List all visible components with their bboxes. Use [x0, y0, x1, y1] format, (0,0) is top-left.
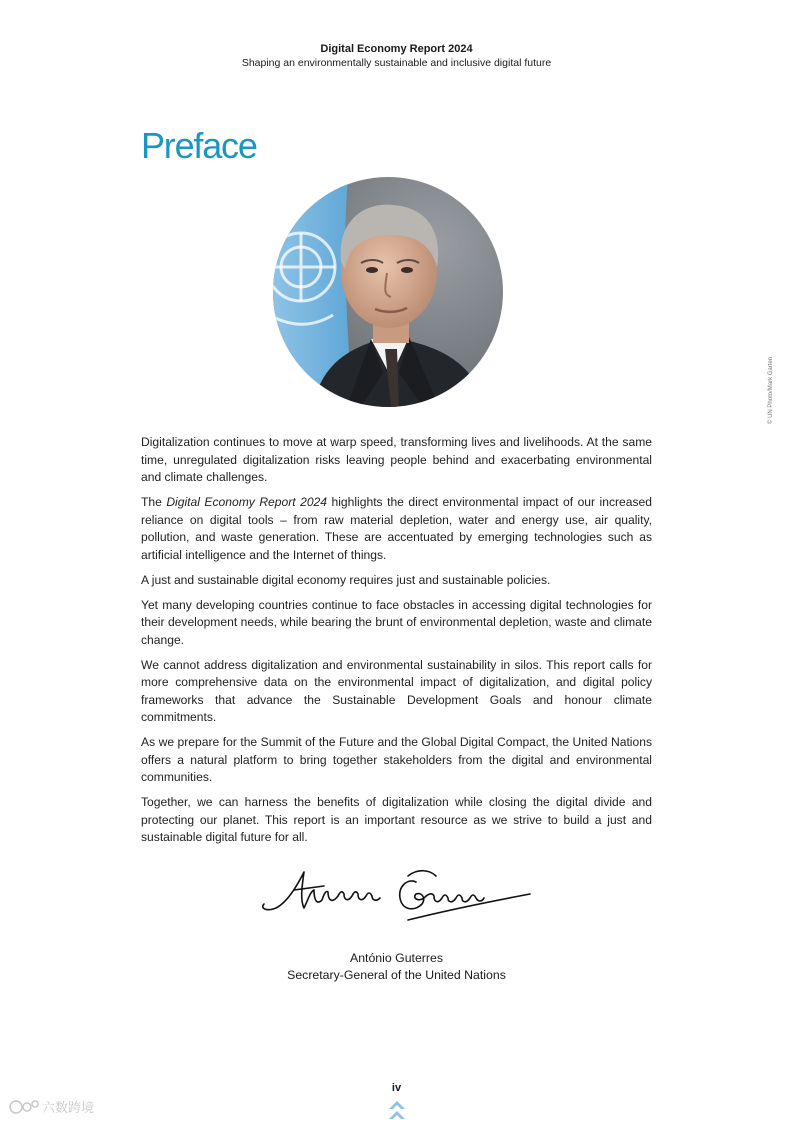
chevron-up-icon[interactable] — [387, 1099, 407, 1121]
signature-image — [258, 864, 538, 924]
paragraph: Yet many developing countries continue to face obstacles in accessing digital technologies for their development needs, while bearing the brunt of environmental depletion, waste and climate change. — [141, 597, 652, 647]
watermark-logo — [8, 1096, 118, 1118]
photo-credit: © UN Photo/Mark Garten — [768, 356, 774, 424]
paragraph — [141, 494, 652, 564]
paragraph: Together, we can harness the benefits of digitalization while closing the digital divide and protecting our planet. This report is an important resource as we strive to build a just and sustainable digital future for all. — [141, 795, 652, 844]
paragraph: We cannot address digitalization and environmental sustainability in silos. This report calls for more comprehensive data on the environmental impact of digitalization, and digital policy frameworks that advance the Sustainable Development Goals and honour climate commitments. — [141, 657, 652, 724]
paragraph: As we prepare for the Summit of the Future and the Global Digital Compact, the United Nations offers a natural platform to bring together stakeholders from the digital and environmental communities. — [141, 735, 652, 784]
report-title-italic: Digital Economy Report 2024 — [166, 495, 328, 509]
running-header — [0, 42, 793, 70]
page-title: Preface — [141, 125, 257, 166]
portrait-illustration — [273, 177, 503, 407]
paragraph: Digitalization continues to move at warp speed, transforming lives and livelihoods. At the same time, unregulated digitalization risks leaving people behind and exacerbating environmental and climate challenges. — [141, 435, 652, 484]
signatory-name: António Guterres — [350, 951, 443, 965]
paragraph: A just and sustainable digital economy requires just and sustainable policies. — [141, 572, 551, 587]
signatory-title: Secretary-General of the United Nations — [287, 968, 506, 982]
report-title: Digital Economy Report 2024 — [320, 43, 473, 55]
page-number: iv — [391, 1082, 402, 1094]
preface-body — [141, 434, 652, 854]
text-span: highlights the direct environmental impact of our increased reliance on digital tools – from raw material depletion, water and energy use, air quality, pollution, and waste generation. These are accentuated by emerging technologies such as artificial intelligence and the Internet of things. — [141, 495, 652, 562]
svg-text:六数跨境: 六数跨境 — [42, 1101, 95, 1116]
text-span: The — [141, 495, 167, 509]
report-subtitle: Shaping an environmentally sustainable and inclusive digital future — [241, 57, 552, 69]
portrait-photo — [273, 177, 503, 407]
